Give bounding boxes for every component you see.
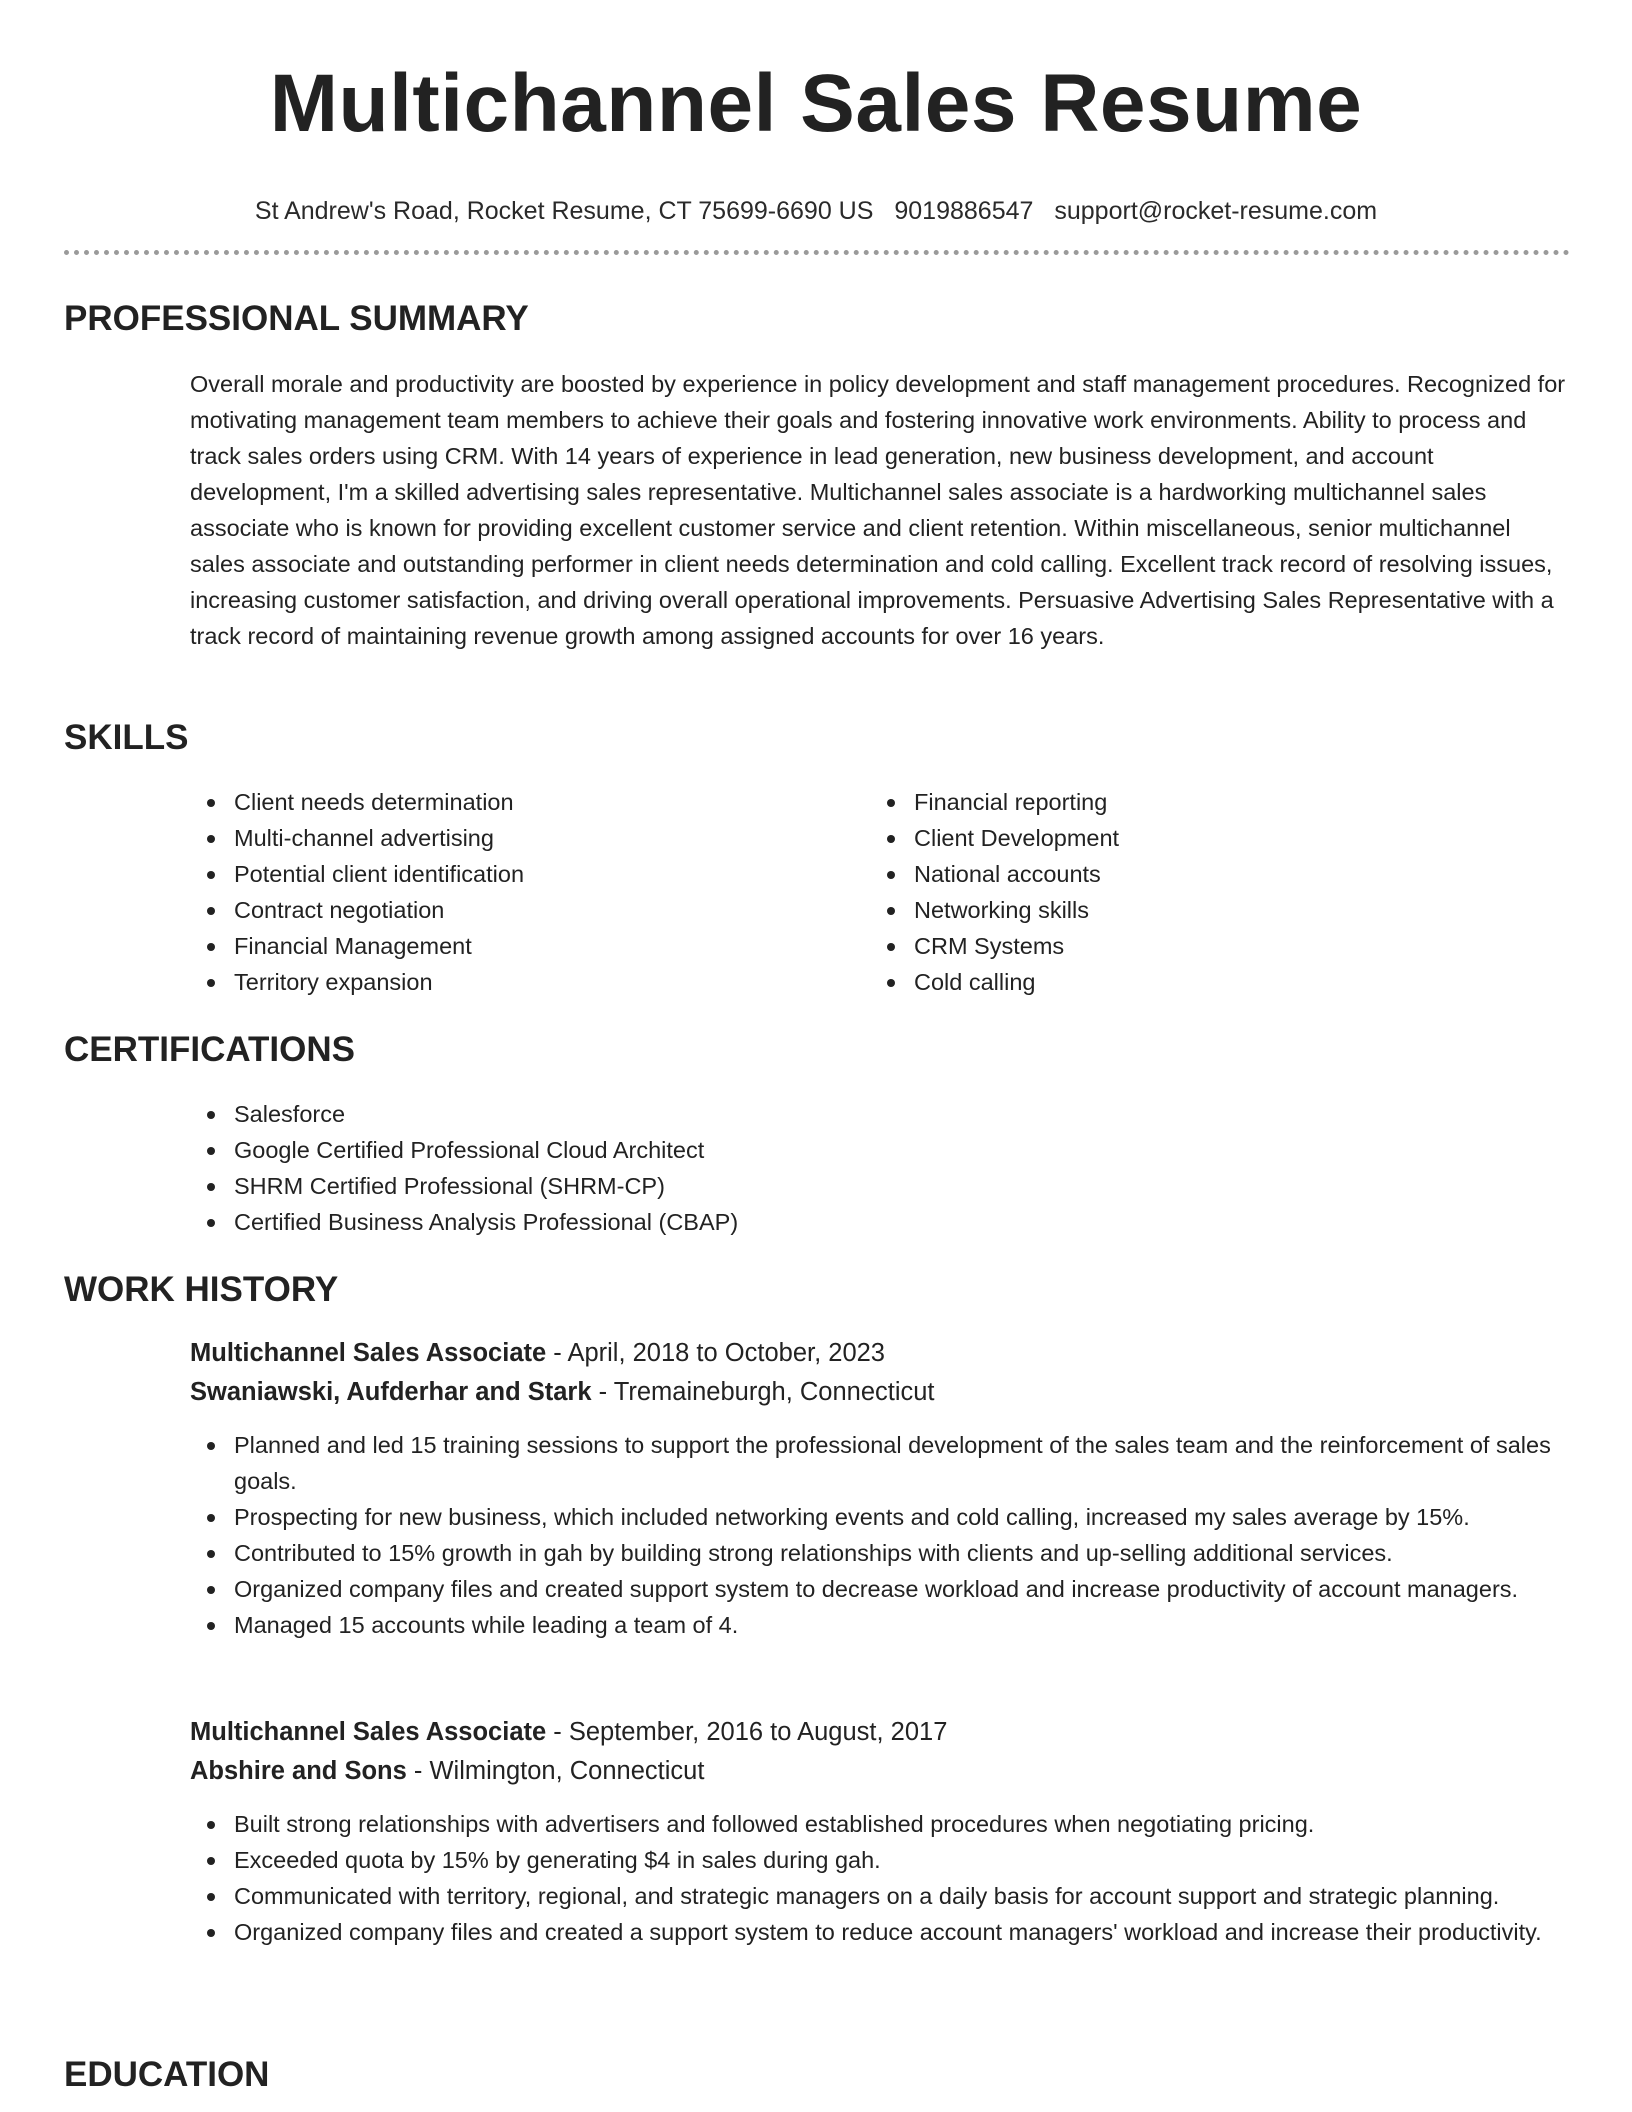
skill-item: Potential client identification — [190, 856, 850, 892]
job-company-line — [190, 1752, 1570, 1791]
section-title-summary: PROFESSIONAL SUMMARY — [64, 299, 529, 338]
section-title-work-history: WORK HISTORY — [64, 1270, 339, 1309]
job-title: Multichannel Sales Associate — [190, 1339, 547, 1367]
job-location: - Wilmington, Connecticut — [406, 1757, 705, 1785]
certification-item: Google Certified Professional Cloud Architect — [190, 1132, 1570, 1168]
job-location: - Tremaineburgh, Connecticut — [591, 1378, 935, 1406]
skill-item: Cold calling — [870, 964, 1530, 1000]
job-bullet: Prospecting for new business, which included networking events and cold calling, increased my sales average by 15%. — [190, 1499, 1570, 1535]
skill-item: Financial Management — [190, 928, 850, 964]
job-bullets — [190, 1427, 1570, 1643]
job-company: Swaniawski, Aufderhar and Stark — [190, 1378, 592, 1406]
job-entry — [190, 1713, 1570, 1950]
job-bullet: Communicated with territory, regional, and strategic managers on a daily basis for account support and strategic planning. — [190, 1878, 1570, 1914]
job-title-line — [190, 1334, 1570, 1373]
job-bullet: Organized company files and created a support system to reduce account managers' workload and increase their productivity. — [190, 1914, 1570, 1950]
job-bullet: Contributed to 15% growth in gah by building strong relationships with clients and up-selling additional services. — [190, 1535, 1570, 1571]
job-bullet: Exceeded quota by 15% by generating $4 in sales during gah. — [190, 1842, 1570, 1878]
skill-item: Contract negotiation — [190, 892, 850, 928]
skill-item: Networking skills — [870, 892, 1530, 928]
job-dates: - September, 2016 to August, 2017 — [546, 1718, 948, 1746]
certification-item: Certified Business Analysis Professional (CBAP) — [190, 1204, 1570, 1240]
job-company-line — [190, 1373, 1570, 1412]
job-bullet: Built strong relationships with advertisers and followed established procedures when negotiating pricing. — [190, 1806, 1570, 1842]
certification-item: SHRM Certified Professional (SHRM-CP) — [190, 1168, 1570, 1204]
contact-line — [0, 196, 1632, 226]
job-bullet: Planned and led 15 training sessions to support the professional development of the sales team and the reinforcement of sales goals. — [190, 1427, 1570, 1499]
job-title-line — [190, 1713, 1570, 1752]
job-bullet: Organized company files and created support system to decrease workload and increase productivity of account managers. — [190, 1571, 1570, 1607]
skills-list-right — [870, 784, 1530, 1000]
job-bullet: Managed 15 accounts while leading a team of 4. — [190, 1607, 1570, 1643]
skill-item: Multi-channel advertising — [190, 820, 850, 856]
summary-text: Overall morale and productivity are boosted by experience in policy development and staff management procedures. Recognized for motivating management team members to achieve their goals and fostering innovative work environments. Ability to process and track sales orders using CRM. With 14 years of experience in lead generation, new business development, and account development, I'm a skilled advertising sales representative. Multichannel sales associate is a hardworking multichannel sales associate who is known for providing excellent customer service and client retention. Within miscellaneous, senior multichannel sales associate and outstanding performer in client needs determination and cold calling. Excellent track record of resolving issues, increasing customer satisfaction, and driving overall operational improvements. Persuasive Advertising Sales Representative with a track record of maintaining revenue growth among assigned accounts for over 16 years. — [190, 371, 1566, 649]
section-title-education: EDUCATION — [64, 2055, 270, 2094]
section-title-certifications: CERTIFICATIONS — [64, 1030, 356, 1069]
skill-item: Financial reporting — [870, 784, 1530, 820]
contact-address: St Andrew's Road, Rocket Resume, CT 75699-6690 US — [254, 197, 874, 225]
certifications-list — [190, 1096, 1570, 1240]
job-dates: - April, 2018 to October, 2023 — [546, 1339, 885, 1367]
contact-phone: 9019886547 — [894, 197, 1034, 225]
section-title-skills: SKILLS — [64, 718, 189, 757]
certification-item: Salesforce — [190, 1096, 1570, 1132]
header-divider — [64, 250, 1570, 255]
skill-item: Client Development — [870, 820, 1530, 856]
contact-email: support@rocket-resume.com — [1054, 197, 1378, 225]
job-title: Multichannel Sales Associate — [190, 1718, 547, 1746]
job-company: Abshire and Sons — [190, 1757, 407, 1785]
skill-item: CRM Systems — [870, 928, 1530, 964]
skills-list-left — [190, 784, 850, 1000]
skill-item: Client needs determination — [190, 784, 850, 820]
resume-header — [0, 0, 1632, 226]
job-entry — [190, 1334, 1570, 1643]
job-bullets — [190, 1806, 1570, 1950]
skill-item: National accounts — [870, 856, 1530, 892]
resume-title: Multichannel Sales Resume — [269, 58, 1363, 149]
skill-item: Territory expansion — [190, 964, 850, 1000]
